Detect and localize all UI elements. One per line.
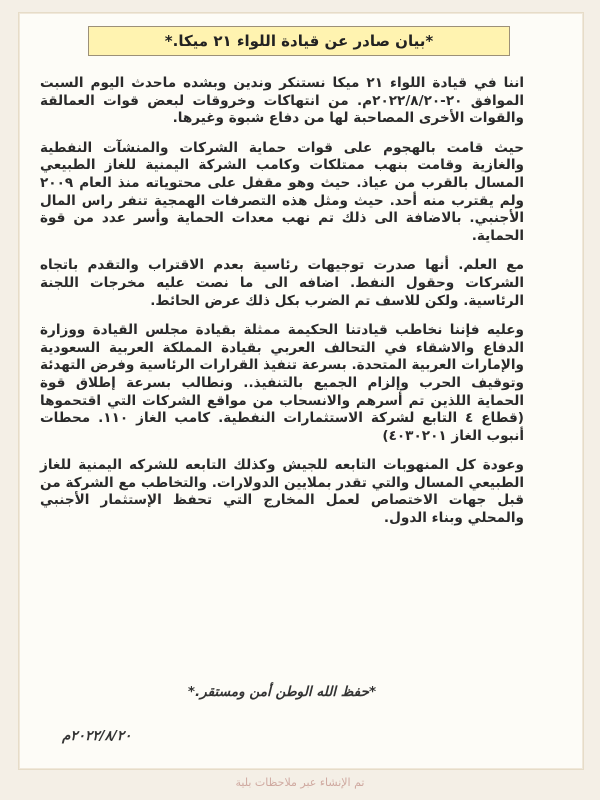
- paragraph-5: وعودة كل المنهوبات التابعه للجيش وكذلك التابعه للشركه اليمنية للغاز الطبيعي المسال والتي تقدر بملايين الدولارات. والتخاطب مع الشركة من قبل جهات الاختصاص لعمل المخارج التي تحفظ الإستثمار الأجنبي والمحلي وبناء الدول.: [40, 457, 524, 527]
- statement-title-box: [88, 26, 510, 56]
- paragraph-1: اننا في قيادة اللواء ٢١ ميكا نستنكر وندين وبشده ماحدث اليوم السبت الموافق ٢٠-٢٠٢٢/٨/٢٠م. من انتهاكات وخروقات لبعض قوات العمالقة والقوات الأخرى المصاحبة لها من دفاع شبوة وغيرها.: [40, 75, 524, 127]
- statement-date: ٢٠٢٢/٨/٢٠م: [62, 728, 132, 744]
- statement-body: [40, 75, 524, 540]
- paragraph-3: مع العلم. أنها صدرت توجيهات رئاسية بعدم الاقتراب والتقدم باتجاه الشركات وحقول النفط. اضافه الى ما نصت عليه مخرجات اللجنة الرئاسية. ولكن للاسف تم الضرب بكل ذلك عرض الحائط.: [40, 257, 524, 309]
- paragraph-2: حيث قامت بالهجوم على قوات حماية الشركات والمنشآت النفطية والغازية وقامت بنهب ممتلكات وكامب الشركة اليمنية للغاز الطبيعي المسال بالقرب من عياذ. حيث وهو مقفل على محتوياته منذ العام ٢٠٠٩ ولم يقترب منه أحد. حيث ومثل هذه التصرفات الهمجية تنفر راس المال الأجنبي. بالاضافة الى ذلك تم نهب معدات الحماية وأسر عدد من قوة الحماية.: [40, 139, 524, 244]
- created-with-footer: تم الإنشاء عبر ملاحظات بلية: [235, 776, 365, 789]
- paragraph-4: وعليه فإننا نخاطب قيادتنا الحكيمة ممثلة بقيادة مجلس القيادة ووزارة الدفاع والاشقاء في التحالف العربي بقيادة المملكة العربية السعودية والإمارات العربية المتحدة. بسرعة تنفيذ القرارات الرئاسية وفرض التهدئة وتوقيف الحرب وإلزام الجميع بالتنفيذ.. ونطالب بسرعة إطلاق قوة الحماية اللذين تم أسرهم والانسحاب من مواقع الشركات التي اقتحموها (قطاع ٤ التابع لشركة الاستثمارات النفطية. كامب الغاز ١١٠. محطات أنبوب الغاز ٤٠٣٠٢٠١): [40, 322, 524, 444]
- statement-title: *بيان صادر عن قيادة اللواء ٢١ ميكا.*: [164, 32, 434, 50]
- closing-line: *حفظ الله الوطن أمن ومستقر.*: [187, 684, 377, 700]
